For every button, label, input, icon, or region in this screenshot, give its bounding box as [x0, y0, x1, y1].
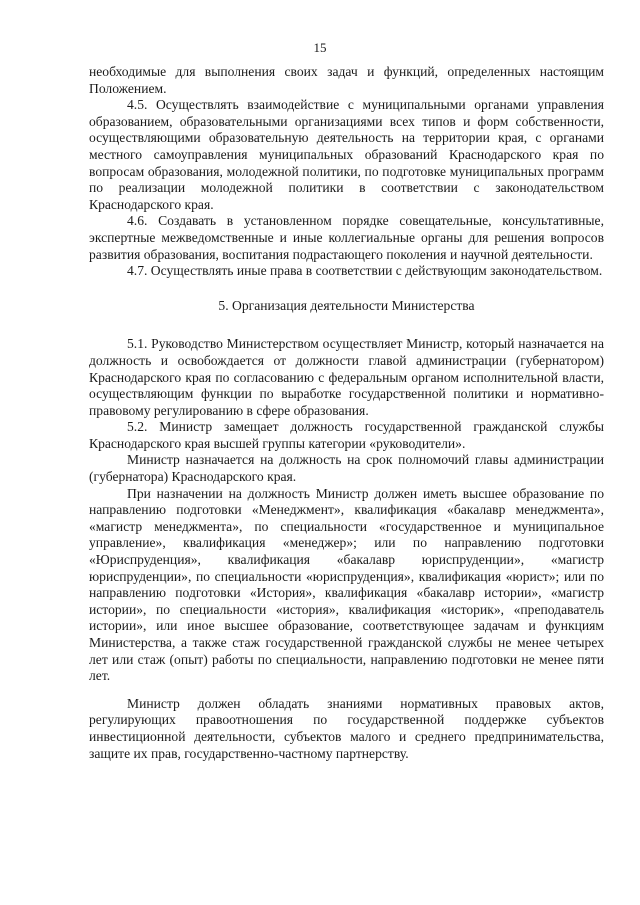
section-title: 5. Организация деятельности Министерства — [218, 297, 475, 313]
paragraph-4-7: 4.7. Осуществлять иные права в соответствии с действующим законодательством. — [127, 263, 603, 279]
paragraph-4-5: 4.5. Осуществлять взаимодействие с муниципальными органами управления образованием, образовательными организациями всех типов и форм собственности, осуществляющими образовательную деятельность на территории края, с органами местного самоуправления муниципальных образований Краснодарского края по вопросам образования, молодежной политики, по подготовке муниципальных программ по реализации молодежной политики в соответствии с законодательством Краснодарского края. — [89, 97, 604, 212]
page-number: 15 — [313, 40, 327, 55]
document-body — [89, 64, 604, 762]
paragraph-minister-requirements: При назначении на должность Министр должен иметь высшее образование по направлению подготовки «Менеджмент», квалификация «бакалавр менеджмента», «магистр менеджмента», по специальности «государственное и муниципальное управление», квалификация «менеджер»; или по направлению подготовки «Юриспруденция», квалификация «бакалавр юриспруденции», «магистр юриспруденции», по специальности «юриспруденция», квалификация «юрист»; или по направлению подготовки «История», квалификация «бакалавр истории», «магистр истории», по специальности «история», квалификация «историк», «преподаватель истории», или иное высшее образование, соответствующее задачам и функциям Министерства, а также стаж государственной гражданской службы не менее четырех лет или стаж (опыт) работы по специальности, направлению подготовки не менее пяти лет. — [89, 485, 604, 684]
paragraph-5-2: 5.2. Министр замещает должность государственной гражданской службы Краснодарского края высшей группы категории «руководители». — [89, 419, 604, 451]
paragraph-minister-term: Министр назначается на должность на срок полномочий главы администрации (губернатора) Краснодарского края. — [89, 452, 604, 485]
paragraph-5-1: 5.1. Руководство Министерством осуществляет Министр, который назначается на должность и освобождается от должности главой администрации (губернатором) Краснодарского края по согласованию с федеральным органом исполнительной власти, осуществляющим функции по выработке государственной политики и нормативно-правовому регулированию в сфере образования. — [89, 336, 604, 418]
paragraph-minister-knowledge: Министр должен обладать знаниями нормативных правовых актов, регулирующих правоотношения по государственной поддержке субъектов инвестиционной деятельности, субъектов малого и среднего предпринимательства, защите их прав, государственно-частному партнерству. — [89, 695, 604, 761]
paragraph-4-6: 4.6. Создавать в установленном порядке совещательные, консультативные, экспертные межведомственные и иные коллегиальные органы для решения вопросов развития образования, воспитания подрастающего поколения и научной деятельности. — [89, 213, 604, 262]
paragraph-continuation: необходимые для выполнения своих задач и функций, определенных настоящим Положением. — [89, 64, 604, 96]
